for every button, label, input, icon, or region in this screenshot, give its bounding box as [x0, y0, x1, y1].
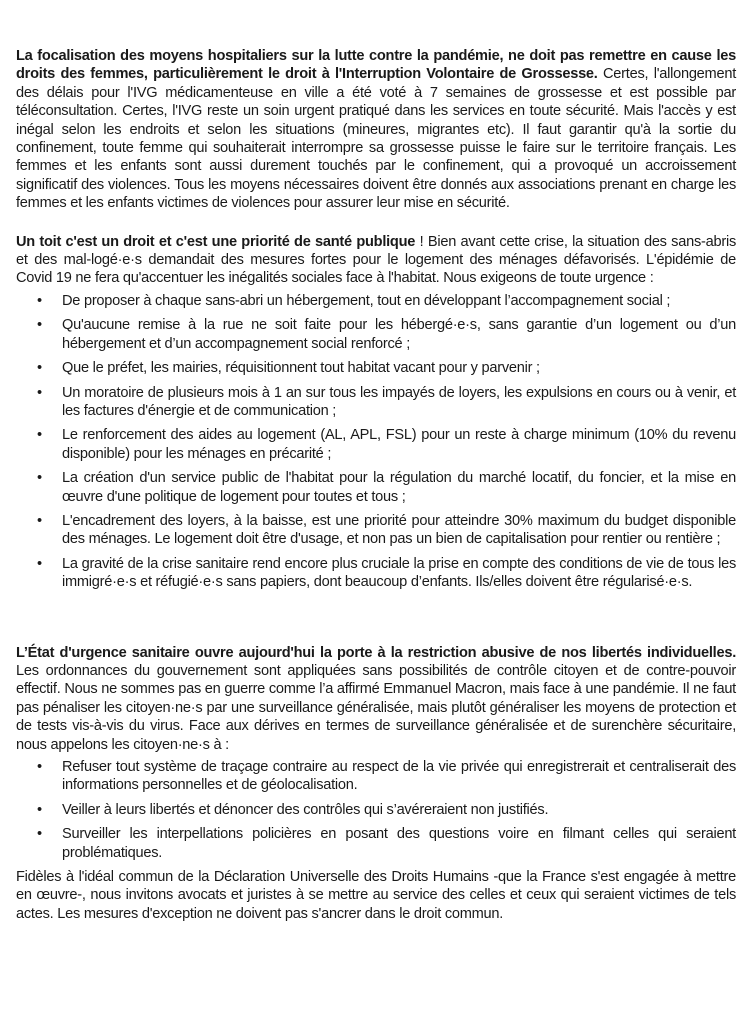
list-item: [16, 316, 736, 353]
list-item: [16, 801, 736, 819]
document-page: [16, 47, 736, 923]
spacer: [16, 213, 736, 233]
paragraph: [16, 47, 736, 213]
list-item: [16, 758, 736, 795]
citizen-calls-list: [16, 758, 736, 862]
list-item: [16, 555, 736, 592]
list-item: [16, 359, 736, 377]
list-item-text: Le renforcement des aides au logement (AL, APL, FSL) pour un reste à charge minimum (10% du revenu disponible) pour les ménages en précarité ;: [62, 427, 736, 462]
list-item-text: Refuser tout système de traçage contraire au respect de la vie privée qui enregistrerait et centraliserait des informations personnelles et de géolocalisation.: [62, 759, 736, 794]
section-civil-liberties: [16, 644, 736, 924]
bullet-icon: •: [37, 801, 42, 818]
list-item: [16, 426, 736, 463]
paragraph-lead-bold: Un toit c'est un droit et c'est une priorité de santé publique: [16, 233, 416, 250]
list-item-text: Un moratoire de plusieurs mois à 1 an sur tous les impayés de loyers, les expulsions en cours ou à venir, et les factures d'énergie et de communication ;: [62, 384, 736, 419]
bullet-icon: •: [37, 384, 42, 401]
section-ivg-rights: [16, 47, 736, 213]
list-item-text: Que le préfet, les mairies, réquisitionnent tout habitat vacant pour y parvenir ;: [62, 360, 540, 377]
paragraph: [16, 644, 736, 754]
bullet-icon: •: [37, 427, 42, 444]
bullet-icon: •: [37, 826, 42, 843]
bullet-icon: •: [37, 317, 42, 334]
bullet-icon: •: [37, 360, 42, 377]
list-item: [16, 825, 736, 862]
bullet-icon: •: [37, 759, 42, 775]
section-housing: [16, 233, 736, 592]
paragraph-lead-bold: L’État d'urgence sanitaire ouvre aujourd'hui la porte à la restriction abusive de nos libertés individuelles.: [16, 644, 736, 661]
paragraph-body: Les ordonnances du gouvernement sont appliquées sans possibilités de contrôle citoyen et de contre-pouvoir effectif. Nous ne sommes pas en guerre comme l’a affirmé Emmanuel Macron, mais face à une pandémie. Il ne faut pas pénaliser les citoyen·ne·s par une surveillance généralisée, mais plutôt généraliser les moyens de protection et de tests vis-à-vis du virus. Face aux dérives en termes de surveillance généralisée et de surenchère sécuritaire, nous appelons les citoyen·ne·s à :: [16, 662, 736, 753]
paragraph-body: ! Bien avant cette crise, la situation des sans-abris et des mal-logé·e·s demandait des mesures fortes pour le logement des ménages défavorisés. L'épidémie de Covid 19 ne fera qu'accentuer les inégalités sociales face à l'habitat. Nous exigeons de toute urgence :: [16, 233, 736, 287]
list-item-text: Surveiller les interpellations policières en posant des questions voire en filmant celles qui seraient problématiques.: [62, 826, 736, 861]
list-item: [16, 384, 736, 421]
list-item: [16, 292, 736, 310]
list-item-text: Veiller à leurs libertés et dénoncer des contrôles qui s’avéreraient non justifiés.: [62, 801, 549, 818]
bullet-icon: •: [37, 512, 42, 529]
bullet-icon: •: [37, 292, 42, 309]
bullet-icon: •: [37, 470, 42, 487]
bullet-icon: •: [37, 555, 42, 572]
closing-paragraph: Fidèles à l'idéal commun de la Déclaration Universelle des Droits Humains -que la France s'est engagée à mettre en œuvre-, nous invitons avocats et juristes à se mettre au service des celles et ceux qui seraient victimes de tels actes. Les mesures d'exception ne doivent pas s'ancrer dans le droit commun.: [16, 869, 736, 922]
list-item-text: L'encadrement des loyers, à la baisse, est une priorité pour atteindre 30% maximum du budget disponible des ménages. Le logement doit être d'usage, et non pas un bien de capitalisation pour rentier ou rentière ;: [62, 512, 736, 548]
spacer: [16, 598, 736, 644]
list-item-text: De proposer à chaque sans-abri un hébergement, tout en développant l’accompagnement social ;: [62, 292, 671, 309]
paragraph-body: Certes, l'allongement des délais pour l'IVG médicamenteuse en ville a été voté à 7 semaines de grossesse et est possible par téléconsultation. Certes, l'IVG reste un soin urgent pratiqué dans les services en toute sécurité. Mais l'accès y est inégal selon les endroits et selon les situations (mineures, migrantes etc). Il faut garantir qu'à la sortie du confinement, toute femme qui souhaiterait interrompre sa grossesse puisse le faire sur le territoire français. Les femmes et les enfants sont aussi durement touchés par le confinement, qui a provoqué un accroissement significatif des violences. Tous les moyens nécessaires doivent être donnés aux associations prenant en charge les femmes et les enfants victimes de violences pour assurer leur mise en sécurité.: [16, 66, 736, 212]
paragraph: [16, 233, 736, 288]
list-item: [16, 469, 736, 506]
list-item: [16, 512, 736, 549]
list-item-text: Qu'aucune remise à la rue ne soit faite pour les hébergé·e·s, sans garantie d’un logement ou d’un hébergement et d’un accompagnement social renforcé ;: [62, 317, 736, 352]
list-item-text: La création d'un service public de l'habitat pour la régulation du marché locatif, du foncier, et la mise en œuvre d'une politique de logement pour toutes et tous ;: [62, 470, 736, 505]
housing-demands-list: [16, 292, 736, 592]
paragraph-lead-bold: La focalisation des moyens hospitaliers sur la lutte contre la pandémie, ne doit pas remettre en cause les droits des femmes, particulièrement le droit à l'Interruption Volontaire de Grossesse.: [16, 48, 736, 83]
list-item-text: La gravité de la crise sanitaire rend encore plus cruciale la prise en compte des conditions de vie de tous les immigré·e·s et réfugié·e·s sans papiers, dont beaucoup d’enfants. Ils/elles doivent être régularisé·e·s.: [62, 555, 736, 591]
